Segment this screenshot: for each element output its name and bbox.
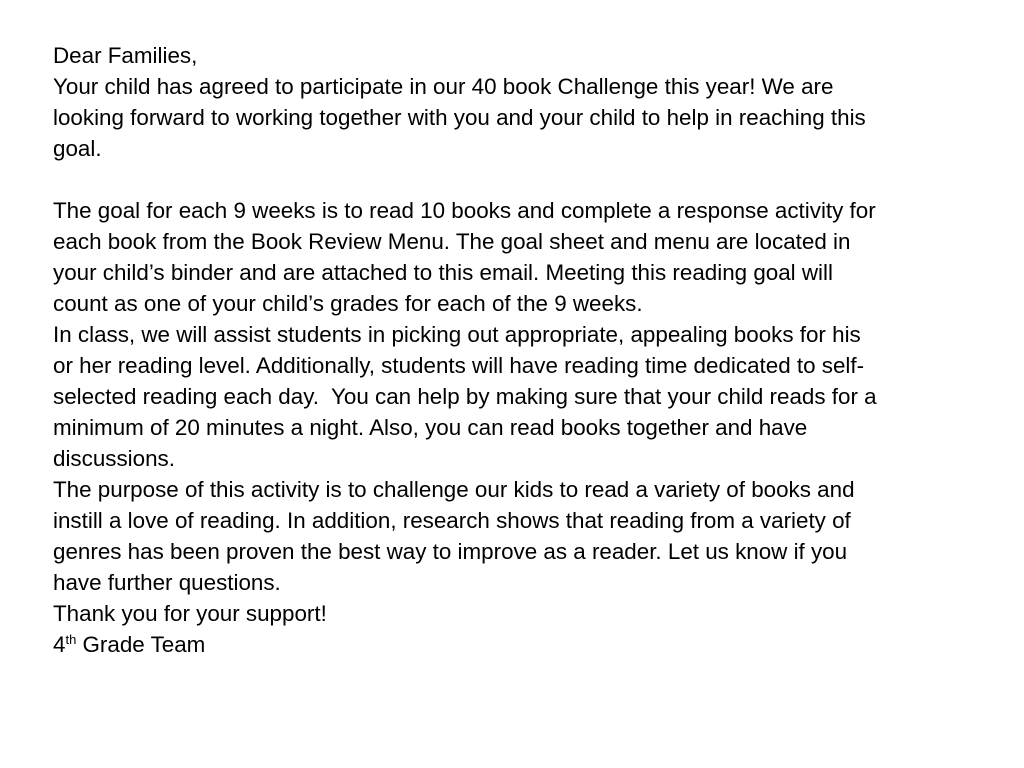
paragraph-4-line: instill a love of reading. In addition, research shows that reading from a variety of xyxy=(53,508,851,533)
paragraph-2-line: each book from the Book Review Menu. The goal sheet and menu are located in xyxy=(53,229,851,254)
paragraph-1-line: Your child has agreed to participate in our 40 book Challenge this year! We are xyxy=(53,74,834,99)
paragraph-3-line: selected reading each day. You can help by making sure that your child reads for a xyxy=(53,384,877,409)
paragraph-3-line: minimum of 20 minutes a night. Also, you can read books together and have xyxy=(53,415,808,440)
paragraph-spacer xyxy=(53,164,1013,195)
signature-ordinal: th xyxy=(65,632,77,647)
greeting: Dear Families, xyxy=(53,43,198,68)
paragraph-2-line: your child’s binder and are attached to this email. Meeting this reading goal will xyxy=(53,260,833,285)
paragraph-4-line: The purpose of this activity is to challenge our kids to read a variety of books and xyxy=(53,477,855,502)
paragraph-3-line: discussions. xyxy=(53,446,175,471)
paragraph-4-line: genres has been proven the best way to improve as a reader. Let us know if you xyxy=(53,539,848,564)
paragraph-2-line: count as one of your child’s grades for each of the 9 weeks. xyxy=(53,291,643,316)
closing-thanks: Thank you for your support! xyxy=(53,601,327,626)
signature-number: 4 xyxy=(53,632,66,657)
paragraph-3-line: In class, we will assist students in picking out appropriate, appealing books for his xyxy=(53,322,861,347)
letter-body xyxy=(53,40,1013,660)
signature xyxy=(53,629,1013,660)
paragraph-1-line: looking forward to working together with you and your child to help in reaching this xyxy=(53,105,866,130)
paragraph-1-line: goal. xyxy=(53,136,102,161)
paragraph-4-line: have further questions. xyxy=(53,570,281,595)
paragraph-2-line: The goal for each 9 weeks is to read 10 books and complete a response activity for xyxy=(53,198,876,223)
paragraph-3-line: or her reading level. Additionally, students will have reading time dedicated to self- xyxy=(53,353,865,378)
signature-team: Grade Team xyxy=(76,632,206,657)
